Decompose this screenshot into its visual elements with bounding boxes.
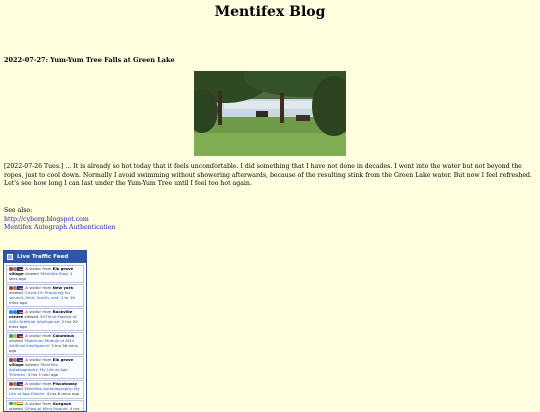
feed-entry-page-link[interactable]: 'Mentifex Blog' xyxy=(39,270,69,276)
feed-title: Live Traffic Feed xyxy=(17,254,69,260)
feed-entry-verb: viewed xyxy=(9,338,23,344)
feed-entry-prefix: A visitor from xyxy=(25,309,52,315)
feed-entry[interactable] xyxy=(6,400,84,412)
feed-entry-prefix: A visitor from xyxy=(25,285,52,291)
feed-entry-page-link[interactable]: 'Ghost.pl Mind Module' xyxy=(24,405,69,411)
feed-entry[interactable] xyxy=(6,356,84,379)
blog-title: Mentifex Blog xyxy=(214,4,326,20)
feed-entry-place: Gurgaon xyxy=(52,400,72,406)
feed-entry[interactable] xyxy=(6,380,84,398)
feed-entry-place: New york xyxy=(52,285,74,291)
feed-list xyxy=(6,265,84,412)
feed-entry[interactable] xyxy=(6,308,84,331)
feed-entry-prefix: A visitor from xyxy=(25,357,52,363)
feed-entry-verb: viewed xyxy=(24,270,39,276)
feed-entry-verb: viewed xyxy=(9,386,23,392)
feed-entry-place: Rockville centre xyxy=(9,309,73,320)
feed-entry-prefix: A visitor from xyxy=(25,400,52,406)
feed-entry-time: 1 secs ago xyxy=(9,270,73,281)
feed-entry-prefix: A visitor from xyxy=(25,266,52,272)
feed-entry[interactable] xyxy=(6,265,84,283)
feed-entry-time: 1 hr 10 mins ago xyxy=(9,294,75,305)
cyborg-blog-link[interactable]: http://cyborg.blogspot.com xyxy=(4,215,89,223)
see-also-section xyxy=(4,207,115,233)
feed-header[interactable] xyxy=(4,251,86,263)
see-also-label: See also: xyxy=(4,207,33,214)
autograph-authentication-link[interactable]: Mentifex Autograph Authentication xyxy=(4,224,116,232)
feed-entry-time: 4 hrs xyxy=(69,405,80,411)
feed-entry-page-link[interactable]: 'EnThink Module of AI4U Artificial Intelligence' xyxy=(9,314,77,324)
feed-logo-icon xyxy=(7,254,13,260)
post-body: [2022-07-26 Tues.] ... It is already so hot today that it feels uncomfortable. I did something that I have not done in decades. I went into the water but not beyond the ropes, just to cool down. Normally I avoid swimming without showering afterwards, because of the resulting stink from the Green Lake water. But now I feel refreshed. Let's see how long I can last under the Yum-Yum Tree until I feel too hot again. xyxy=(4,163,532,188)
live-traffic-feed xyxy=(3,250,87,412)
feed-entry-verb: viewed xyxy=(9,290,23,296)
post-title: 2022-07-27: Yum-Yum Tree Falls at Green Lake xyxy=(4,56,175,64)
feed-entry-page-link[interactable]: 'Mentifex Autobiography: My Life at Age Eleven' xyxy=(9,386,80,396)
feed-entry-place: Columbus xyxy=(52,333,75,339)
feed-entry-place: Elk grove village xyxy=(9,266,74,276)
feed-entry[interactable] xyxy=(6,332,84,355)
feed-entry-prefix: A visitor from xyxy=(25,333,52,339)
feed-entry-verb: viewed xyxy=(9,405,23,411)
feed-entry-page-link[interactable]: 'Mentifex Autobiography: My Life at Age Thirteen' xyxy=(9,362,68,377)
feed-entry[interactable] xyxy=(6,284,84,307)
feed-entry-place: Elk grove village xyxy=(9,357,74,368)
feed-entry-verb: viewed xyxy=(24,362,39,368)
feed-entry-time: 2 hrs 20 mins ago xyxy=(9,318,78,329)
feed-entry-verb: viewed xyxy=(24,314,39,320)
feed-entry-place: Piscataway xyxy=(52,381,78,387)
feed-entry-prefix: A visitor from xyxy=(25,381,52,387)
feed-entry-time: 4 hrs 6 mins ago xyxy=(46,390,80,396)
post-photo xyxy=(194,71,346,156)
feed-entry-page-link[interactable]: 'Covid-19: Preparing for second, third, fourth, and' xyxy=(9,290,71,300)
feed-entry-page-link[interactable]: 'Motorium Module of AI4U Artificial Intelligence' xyxy=(9,338,75,348)
feed-entry-time: 4 hrs 1 min ago xyxy=(27,371,59,377)
feed-entry-time: 3 hrs 56 mins ago xyxy=(9,342,78,353)
